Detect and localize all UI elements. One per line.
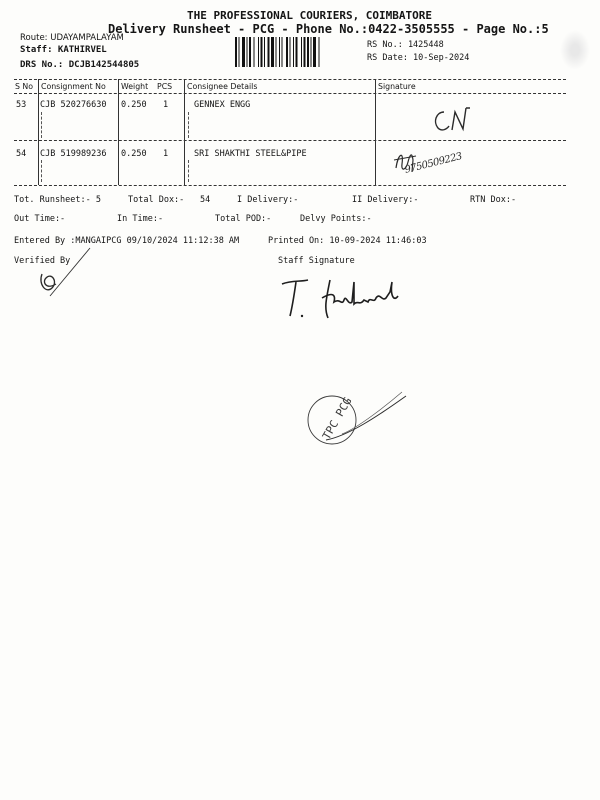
table-header-rule [14, 93, 566, 94]
row-1-sno: 53 [16, 100, 27, 110]
runsheet-title: Delivery Runsheet - PCG - Phone No.:0422-3505555 - Page No.:5 [108, 22, 549, 36]
barcode-bar [247, 37, 248, 67]
row-2-sno: 54 [16, 149, 27, 159]
col-rule [184, 79, 185, 185]
row-1-consignee: GENNEX ENGG [194, 100, 251, 110]
row-2-signature [392, 144, 482, 184]
tot-runsheet: Tot. Runsheet:- 5 [14, 195, 101, 205]
barcode-bar [311, 37, 312, 67]
table-bottom-rule [14, 185, 566, 186]
company-title: THE PROFESSIONAL COURIERS, COIMBATORE [187, 9, 433, 22]
barcode-bar [296, 37, 298, 67]
total-pod: Total POD:- [215, 214, 272, 224]
row-2-guide [41, 160, 42, 182]
col-header-pcs: PCS [157, 82, 173, 91]
row-2-weight: 0.250 [121, 149, 147, 159]
staff-signature [278, 272, 428, 324]
row-2-consignee: SRI SHAKTHI STEEL&PIPE [194, 149, 307, 159]
col-header-weight: Weight [121, 82, 149, 91]
total-dox-label: Total Dox:- [128, 195, 185, 205]
delvy-points: Delvy Points:- [300, 214, 372, 224]
barcode-bar [242, 37, 245, 67]
row-1-weight: 0.250 [121, 100, 147, 110]
barcode-bar [268, 37, 270, 67]
row-2-consignment: CJB 519989236 [40, 149, 107, 159]
i-delivery: I Delivery:- [237, 195, 299, 205]
entered-by: Entered By :MANGAIPCG 09/10/2024 11:12:38 AM [14, 236, 240, 246]
row-divider [14, 140, 566, 141]
row-2-guide [188, 160, 189, 182]
out-time: Out Time:- [14, 214, 66, 224]
drs-number: DRS No.: DCJB142544805 [20, 60, 140, 70]
barcode-bar [304, 37, 306, 67]
col-header-consignee: Consignee Details [187, 82, 258, 91]
scan-smudge [560, 30, 590, 70]
barcode-bar [301, 37, 302, 67]
barcode-bar [319, 37, 320, 67]
row-2-phone-note: 9750509223 [403, 151, 464, 176]
ii-delivery: II Delivery:- [352, 195, 419, 205]
route-label: Route: UDAYAMPALAYAM [20, 33, 124, 43]
rtn-dox: RTN Dox:- [470, 195, 517, 205]
verified-signature [30, 244, 100, 302]
row-1-signature [430, 104, 480, 134]
barcode-bar [258, 37, 259, 67]
barcode-bar [264, 37, 265, 67]
col-rule [38, 79, 39, 185]
barcode-bar [290, 37, 291, 67]
printed-on: Printed On: 10-09-2024 11:46:03 [268, 236, 427, 246]
table-top-rule [14, 79, 566, 80]
staff-signature-label: Staff Signature [278, 256, 355, 266]
col-rule [375, 79, 376, 185]
barcode-bar [282, 37, 283, 67]
barcode-bar [279, 37, 280, 67]
row-1-consignment: CJB 520276630 [40, 100, 107, 110]
barcode-bar [235, 37, 237, 67]
in-time: In Time:- [117, 214, 164, 224]
barcode-bar [261, 37, 263, 67]
barcode-bar [276, 37, 277, 67]
barcode-bar [239, 37, 240, 67]
barcode-bar [307, 37, 309, 67]
barcode-bar [249, 37, 251, 67]
barcode-bar [271, 37, 274, 67]
row-1-pcs: 1 [163, 100, 169, 110]
rs-number: RS No.: 1425448 [367, 40, 444, 50]
col-header-consignment: Consignment No [41, 82, 106, 91]
total-dox-value: 54 [200, 195, 211, 205]
barcode-image [234, 37, 360, 67]
row-1-guide [41, 112, 42, 138]
tpc-stamp [298, 386, 418, 456]
barcode-bar [254, 37, 255, 67]
barcode-bar [286, 37, 288, 67]
stamp-text: TPC PCG [319, 395, 355, 442]
col-rule [118, 79, 119, 185]
staff-label: Staff: KATHIRVEL [20, 45, 107, 55]
col-header-signature: Signature [378, 82, 416, 91]
col-header-sno: S No [15, 82, 34, 91]
row-1-guide [188, 112, 189, 138]
verified-by-label: Verified By [14, 256, 71, 266]
row-2-pcs: 1 [163, 149, 169, 159]
barcode-bar [313, 37, 316, 67]
barcode-bar [293, 37, 294, 67]
rs-date: RS Date: 10-Sep-2024 [367, 53, 470, 63]
